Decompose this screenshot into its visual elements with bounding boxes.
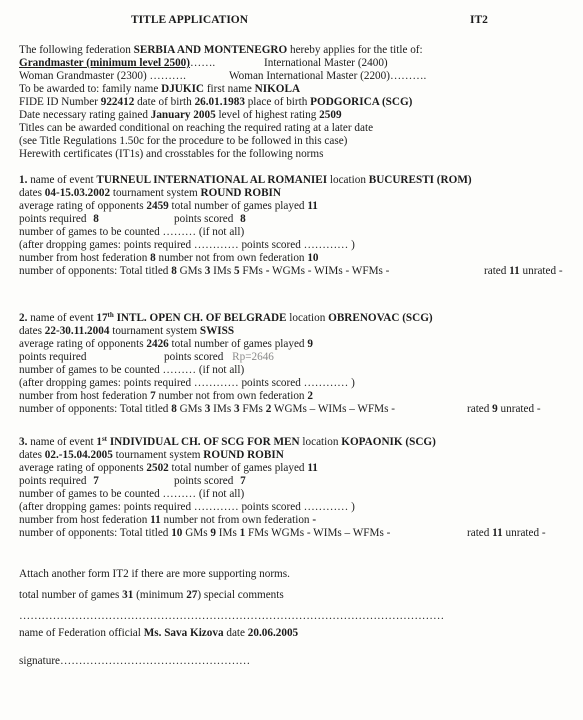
- label-dates: dates: [19, 449, 45, 461]
- avg-rating: 2459: [146, 200, 169, 212]
- total-games: 11: [307, 462, 318, 474]
- applicant-id-line: [19, 96, 412, 108]
- label-highest-rating: level of highest rating: [215, 109, 320, 121]
- event-rating-line: [19, 462, 318, 474]
- label-points-required: points required: [19, 351, 87, 363]
- tournament-system: SWISS: [199, 325, 235, 337]
- points-required: 7: [93, 475, 99, 487]
- gm-dots: …….: [190, 57, 216, 69]
- fide-id: 922412: [100, 96, 135, 108]
- intro-prefix: The following federation: [19, 44, 134, 56]
- label-location: location: [299, 436, 342, 448]
- label-points-required: points required: [19, 475, 90, 487]
- label-avg-rating: average rating of opponents: [19, 200, 147, 212]
- form-title: TITLE APPLICATION: [131, 14, 249, 26]
- gms-count: 3: [204, 265, 211, 277]
- label-fms: FMs: [239, 403, 266, 415]
- titled-count: 8: [171, 265, 177, 277]
- label-avg-rating: average rating of opponents: [19, 462, 147, 474]
- official-name: Ms. Sava Kizova: [143, 627, 224, 639]
- games-counted-line: number of games to be counted ……… (if not all): [19, 226, 245, 238]
- event-name: TURNEUL INTERNATIONAL AL ROMANIEI: [96, 174, 328, 186]
- performance-rating: Rp=2646: [232, 351, 274, 363]
- points-scored-group: [174, 475, 246, 487]
- fms-count: 2: [265, 403, 272, 415]
- titled-count: 10: [171, 527, 183, 539]
- title-options-line-1: [19, 57, 388, 69]
- event-points-line: [19, 213, 246, 225]
- label-titled: number of opponents: Total titled: [19, 527, 172, 539]
- not-own-count: -: [312, 514, 317, 526]
- event-location: KOPAONIK (SCG): [341, 436, 436, 448]
- label-titled: number of opponents: Total titled: [19, 265, 172, 277]
- rated-count: 11: [509, 265, 520, 277]
- intro-line: [19, 44, 423, 56]
- highest-rating: 2509: [319, 109, 342, 121]
- games-counted-line: number of games to be counted ……… (if not all): [19, 364, 245, 376]
- label-not-own: number not from own federation: [155, 390, 308, 402]
- label-points-scored: points scored: [174, 475, 237, 487]
- avg-rating: 2426: [146, 338, 169, 350]
- label-unrated: unrated -: [519, 265, 563, 277]
- rated-group: [467, 403, 541, 415]
- rated-group: [467, 527, 546, 539]
- host-federation-line: [19, 390, 313, 402]
- total-games: 11: [307, 200, 318, 212]
- signature-line: signature……………………………………………: [19, 655, 251, 667]
- opponents-line: [19, 265, 563, 277]
- attach-note: Attach another form IT2 if there are more supporting norms.: [19, 568, 290, 580]
- date-of-birth: 26.01.1983: [194, 96, 245, 108]
- label-gms: GMs: [176, 265, 205, 277]
- points-scored-group: [164, 351, 274, 363]
- host-count: 7: [150, 390, 156, 402]
- label-total-games: total number of games played: [168, 200, 308, 212]
- first-name: NIKOLA: [254, 83, 301, 95]
- fms-count: -: [265, 265, 270, 277]
- label-ims: IMs: [215, 527, 240, 539]
- event-ordinal: [96, 436, 107, 448]
- avg-rating: 2502: [146, 462, 169, 474]
- federation-name: SERBIA AND MONTENEGRO: [133, 44, 288, 56]
- rated-count: 11: [492, 527, 503, 539]
- event-number: 1.: [19, 174, 28, 186]
- label-special-comments: ) special comments: [197, 589, 284, 601]
- ordinal-number: 17: [96, 312, 108, 324]
- label-host: number from host federation: [19, 252, 151, 264]
- label-fms: FMs: [239, 265, 266, 277]
- note-line-2: (see Title Regulations 1.50c for the procedure to be followed in this case): [19, 135, 348, 147]
- event-dates-line: [19, 325, 234, 337]
- host-federation-line: [19, 514, 316, 526]
- rated-group: [484, 265, 563, 277]
- minimum-games: 27: [186, 589, 198, 601]
- event-rating-line: [19, 338, 313, 350]
- ordinal-number: 1: [96, 436, 102, 448]
- label-system: tournament system: [112, 449, 204, 461]
- event-name-line: [19, 436, 436, 448]
- tournament-system: ROUND ROBIN: [200, 187, 281, 199]
- label-fide-id: FIDE ID Number: [19, 96, 101, 108]
- title-option-wgm[interactable]: Woman Grandmaster (2300) ……….: [19, 70, 186, 82]
- opponents-line: [19, 527, 546, 539]
- label-event-name: name of event: [27, 174, 97, 186]
- date-rating-gained: January 2005: [150, 109, 216, 121]
- total-games: 9: [307, 338, 313, 350]
- place-of-birth: PODGORICA (SCG): [310, 96, 413, 108]
- label-system: tournament system: [110, 187, 201, 199]
- event-name-line: [19, 174, 472, 186]
- label-event-name: name of event: [27, 312, 97, 324]
- total-games-line: [19, 589, 284, 601]
- title-option-wim[interactable]: Woman International Master (2200)……….: [229, 70, 427, 82]
- host-federation-line: [19, 252, 319, 264]
- label-unrated: unrated -: [502, 527, 546, 539]
- label-total-games: total number of games played: [168, 338, 308, 350]
- host-count: 11: [150, 514, 161, 526]
- label-total-games-all: total number of games: [19, 589, 123, 601]
- ordinal-suffix: st: [101, 435, 108, 443]
- tournament-system: ROUND ROBIN: [203, 449, 284, 461]
- dropping-line: (after dropping games: points required ………… points scored ………… ): [19, 501, 355, 513]
- label-pob: place of birth: [244, 96, 311, 108]
- rated-count: 9: [492, 403, 498, 415]
- label-host: number from host federation: [19, 514, 151, 526]
- points-scored: 7: [240, 475, 246, 487]
- title-option-gm[interactable]: Grandmaster (minimum level 2500): [19, 57, 191, 69]
- form-code: IT2: [470, 14, 488, 26]
- event-location: OBRENOVAC (SCG): [328, 312, 433, 324]
- label-date-rating: Date necessary rating gained: [19, 109, 151, 121]
- title-option-im[interactable]: International Master (2400): [264, 57, 388, 69]
- submission-date: 20.06.2005: [247, 627, 299, 639]
- label-ims: IMs: [210, 403, 234, 415]
- label-event-name: name of event: [27, 436, 97, 448]
- label-location: location: [327, 174, 369, 186]
- dropping-line: (after dropping games: points required ………… points scored ………… ): [19, 239, 355, 251]
- event-points-line: [19, 475, 246, 487]
- event-dates: 02.-15.04.2005: [44, 449, 113, 461]
- applicant-name-line: [19, 83, 300, 95]
- label-gms: GMs: [182, 527, 211, 539]
- label-points-scored: points scored: [164, 351, 227, 363]
- title-options-line-2: [19, 70, 427, 82]
- not-own-count: 10: [307, 252, 319, 264]
- event-ordinal: [96, 312, 113, 324]
- label-family-name: To be awarded to: family name: [19, 83, 162, 95]
- label-first-name: first name: [204, 83, 255, 95]
- label-avg-rating: average rating of opponents: [19, 338, 147, 350]
- label-rated: rated: [467, 527, 493, 539]
- points-scored-group: [174, 213, 246, 225]
- event-name: INDIVIDUAL CH. OF SCG FOR MEN: [107, 436, 300, 448]
- rating-line: [19, 109, 342, 121]
- intro-suffix: hereby applies for the title of:: [287, 44, 423, 56]
- event-dates-line: [19, 187, 281, 199]
- host-count: 8: [150, 252, 156, 264]
- event-number: 2.: [19, 312, 28, 324]
- event-points-line: [19, 351, 274, 363]
- not-own-count: 2: [307, 390, 313, 402]
- label-date: date: [223, 627, 248, 639]
- points-required: 8: [93, 213, 99, 225]
- label-points-scored: points scored: [174, 213, 237, 225]
- label-ims: IMs: [210, 265, 234, 277]
- label-women-titles: WGMs - WIMs - WFMs -: [269, 265, 390, 277]
- label-system: tournament system: [109, 325, 200, 337]
- label-dob: date of birth: [134, 96, 195, 108]
- event-dates: 22-30.11.2004: [44, 325, 110, 337]
- dropping-line: (after dropping games: points required ………… points scored ………… ): [19, 377, 355, 389]
- ims-count: 5: [234, 265, 240, 277]
- label-location: location: [286, 312, 329, 324]
- label-official: name of Federation official: [19, 627, 144, 639]
- event-dates: 04-15.03.2002: [44, 187, 111, 199]
- label-rated: rated: [484, 265, 510, 277]
- label-women-titles: WGMs – WIMs – WFMs -: [271, 403, 396, 415]
- label-minimum: (minimum: [133, 589, 187, 601]
- label-not-own: number not from own federation: [160, 514, 313, 526]
- event-location: BUCURESTI (ROM): [368, 174, 472, 186]
- family-name: DJUKIC: [161, 83, 205, 95]
- label-rated: rated: [467, 403, 493, 415]
- event-number: 3.: [19, 436, 28, 448]
- label-dates: dates: [19, 187, 45, 199]
- official-line: [19, 627, 298, 639]
- event-dates-line: [19, 449, 284, 461]
- label-points-required: points required: [19, 213, 90, 225]
- games-counted-line: number of games to be counted ……… (if not all): [19, 488, 245, 500]
- label-gms: GMs: [176, 403, 205, 415]
- points-scored: 8: [240, 213, 246, 225]
- gms-count: 3: [204, 403, 211, 415]
- label-unrated: unrated -: [497, 403, 541, 415]
- label-total-games: total number of games played: [168, 462, 308, 474]
- event-name-line: [19, 312, 433, 324]
- note-line-3: Herewith certificates (IT1s) and crosstables for the following norms: [19, 148, 324, 160]
- gms-count: 9: [210, 527, 216, 539]
- label-host: number from host federation: [19, 390, 151, 402]
- ordinal-suffix: th: [107, 311, 114, 319]
- label-dates: dates: [19, 325, 45, 337]
- ims-count: 1: [239, 527, 246, 539]
- label-women-titles: FMs WGMs - WIMs – WFMs -: [245, 527, 391, 539]
- comments-dots-line: ……………………………………………………………………………………………………: [19, 610, 445, 622]
- opponents-line: [19, 403, 541, 415]
- note-line-1: Titles can be awarded conditional on reaching the required rating at a later date: [19, 122, 374, 134]
- event-name: INTL. OPEN CH. OF BELGRADE: [113, 312, 287, 324]
- event-rating-line: [19, 200, 318, 212]
- label-titled: number of opponents: Total titled: [19, 403, 172, 415]
- label-not-own: number not from own federation: [155, 252, 308, 264]
- titled-count: 8: [171, 403, 177, 415]
- ims-count: 3: [234, 403, 240, 415]
- total-games-all: 31: [122, 589, 134, 601]
